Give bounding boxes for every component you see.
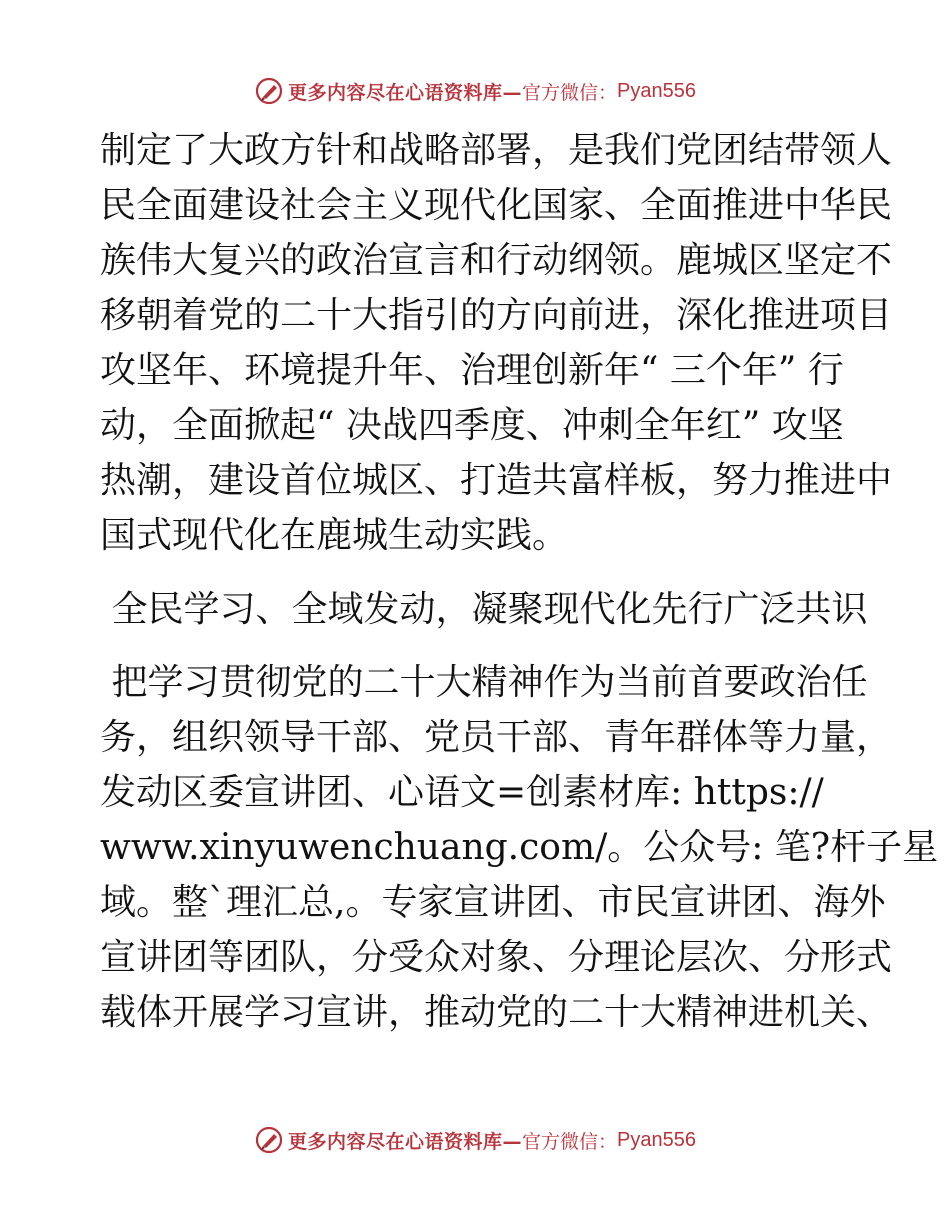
- wechat-id: Pyan556: [617, 1128, 696, 1151]
- text-line: www.xinyuwenchuang.com/。公众号: 笔?杆子星: [100, 827, 939, 868]
- text-line: 族伟大复兴的政治宣言和行动纲领。鹿城区坚定不: [100, 240, 893, 281]
- text-line: 攻坚年、环境提升年、治理创新年“ 三个年” 行: [100, 350, 844, 391]
- text-line: 国式现代化在鹿城生动实践。: [100, 515, 569, 556]
- banner-text: 更多内容尽在心语资料库—: [288, 81, 523, 104]
- text-line: 载体开展学习宣讲，推动党的二十大精神进机关、: [100, 992, 893, 1033]
- text-line: 热潮，建设首位城区、打造共富样板，努力推进中: [100, 460, 893, 501]
- header-watermark-banner: [0, 71, 950, 111]
- text-line: 民全面建设社会主义现代化国家、全面推进中华民: [100, 185, 893, 226]
- text-line: 移朝着党的二十大指引的方向前进，深化推进项目: [100, 295, 893, 336]
- text-line: 宣讲团等团队，分受众对象、分理论层次、分形式: [100, 937, 893, 978]
- wechat-label: 官方微信：: [522, 81, 618, 104]
- footer-watermark-banner: [0, 1120, 950, 1160]
- text-line: 域。整`理汇总,。专家宣讲团、市民宣讲团、海外: [100, 882, 886, 923]
- paragraph-1: [100, 123, 893, 563]
- pen-logo-icon: [254, 1125, 284, 1155]
- text-line: 发动区委宣讲团、心语文=创素材库: https://: [100, 772, 824, 813]
- banner-text: 更多内容尽在心语资料库—: [288, 1130, 523, 1153]
- text-line: 把学习贯彻党的二十大精神作为当前首要政治任: [100, 662, 868, 703]
- text-line: 动，全面掀起“ 决战四季度、冲刺全年红” 攻坚: [100, 405, 844, 446]
- text-line: 制定了大政方针和战略部署，是我们党团结带领人: [100, 130, 893, 171]
- wechat-label: 官方微信：: [522, 1130, 618, 1153]
- paragraph-2: [100, 655, 939, 1040]
- wechat-id: Pyan556: [617, 79, 696, 102]
- text-line: 务，组织领导干部、党员干部、青年群体等力量，: [100, 717, 893, 758]
- section-heading: 全民学习、全域发动，凝聚现代化先行广泛共识: [100, 589, 868, 630]
- pen-logo-icon: [254, 76, 284, 106]
- document-body: [100, 123, 939, 1040]
